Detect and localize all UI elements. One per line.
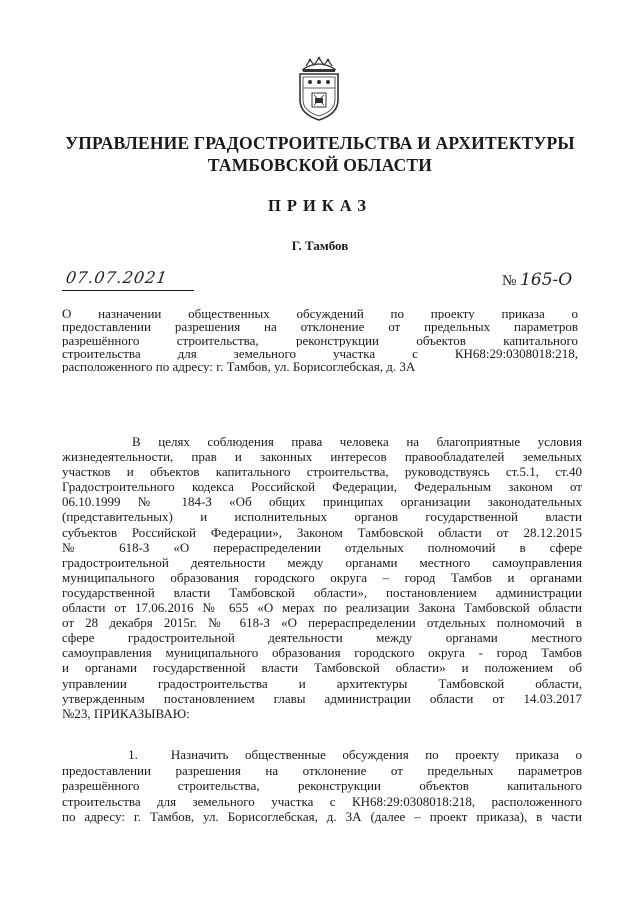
body-line: жизнедеятельности, прав и законных интересов правообладателей земельных: [62, 449, 582, 465]
clause-line: разрешённого строительства, реконструкции объектов капитального: [62, 778, 582, 793]
clause-line: по адресу: г. Тамбов, ул. Борисоглебская, д. 3А (далее – проект приказа), в части: [62, 809, 582, 824]
body-line: сфере градостроительной деятельности между органами местного: [62, 630, 582, 646]
body-line: Градостроительного кодекса Российской Федерации, Федеральным законом от: [62, 479, 582, 495]
city: Г. Тамбов: [291, 238, 349, 253]
body-line: В целях соблюдения права человека на благоприятные условия: [62, 434, 582, 449]
organization-title-line1: УПРАВЛЕНИЕ ГРАДОСТРОИТЕЛЬСТВА И АРХИТЕКТУРЫ: [65, 133, 575, 153]
body-line: управлении градостроительства и архитектуры Тамбовской области,: [62, 675, 582, 691]
body-line: №23, ПРИКАЗЫВАЮ:: [62, 705, 190, 721]
subject-line: строительства для земельного участка с КН68:29:0308018:218,: [62, 346, 578, 361]
clause-line: предоставлении разрешения на отклонение от предельных параметров: [62, 762, 582, 778]
body-line: государственной власти Тамбовской области», постановлением администрации: [62, 584, 582, 600]
body-line: и органами государственной власти Тамбовской области» и положением об: [62, 660, 582, 676]
body-line: от 28 декабря 2015г. № 618-З «О перераспределении отдельных полномочий в: [62, 615, 582, 631]
preamble-paragraph: [62, 434, 582, 721]
body-line: субъектов Российской Федерации», Законом Тамбовской области от 28.12.2015: [62, 524, 582, 540]
order-subject: [62, 307, 578, 373]
subject-line: расположенного по адресу: г. Тамбов, ул. Борисоглебская, д. 3А: [62, 360, 416, 374]
order-number: [502, 270, 572, 290]
clause-line: строительства для земельного участка с КН68:29:0308018:218, расположенного: [62, 793, 582, 809]
organization-title: [40, 132, 600, 176]
body-line: участков и объектов капитального строительства, руководствуясь ст.5.1, ст.40: [62, 464, 582, 480]
body-line: 06.10.1999 № 184-З «Об общих принципах организации законодательных: [62, 494, 582, 510]
body-line: области от 17.06.2016 № 655 «О мерах по реализации Закона Тамбовской области: [62, 600, 582, 616]
clause-1-paragraph: [62, 747, 582, 825]
body-line: (представительных) и исполнительных органов государственной власти: [62, 509, 582, 525]
document-type: ПРИКАЗ: [268, 196, 372, 215]
number-sign: №: [502, 273, 517, 289]
body-line: градостроительной деятельности между органами местного самоуправления: [62, 554, 582, 570]
subject-line: разрешённого строительства, реконструкции объектов капитального: [62, 333, 578, 347]
subject-line: О назначении общественных обсуждений по проекту приказа о: [62, 307, 578, 321]
order-date: 07.07.2021: [64, 268, 169, 287]
coat-of-arms-icon: [294, 56, 344, 122]
order-number-value: 165-О: [520, 270, 573, 290]
clause-line: 1. Назначить общественные обсуждения по проекту приказа о: [62, 747, 582, 762]
organization-title-line2: ТАМБОВСКОЙ ОБЛАСТИ: [207, 155, 433, 175]
body-line: № 618-З «О перераспределении отдельных полномочий в сфере: [62, 539, 582, 555]
body-line: муниципального образования городского округа – город Тамбов и органами: [62, 569, 582, 585]
body-line: утвержденным постановлением главы администрации области от 14.03.2017: [62, 690, 582, 706]
subject-line: предоставлении разрешения на отклонение от предельных параметров: [62, 320, 578, 334]
body-line: самоуправления муниципального образования городского округа - город Тамбов: [62, 645, 582, 661]
